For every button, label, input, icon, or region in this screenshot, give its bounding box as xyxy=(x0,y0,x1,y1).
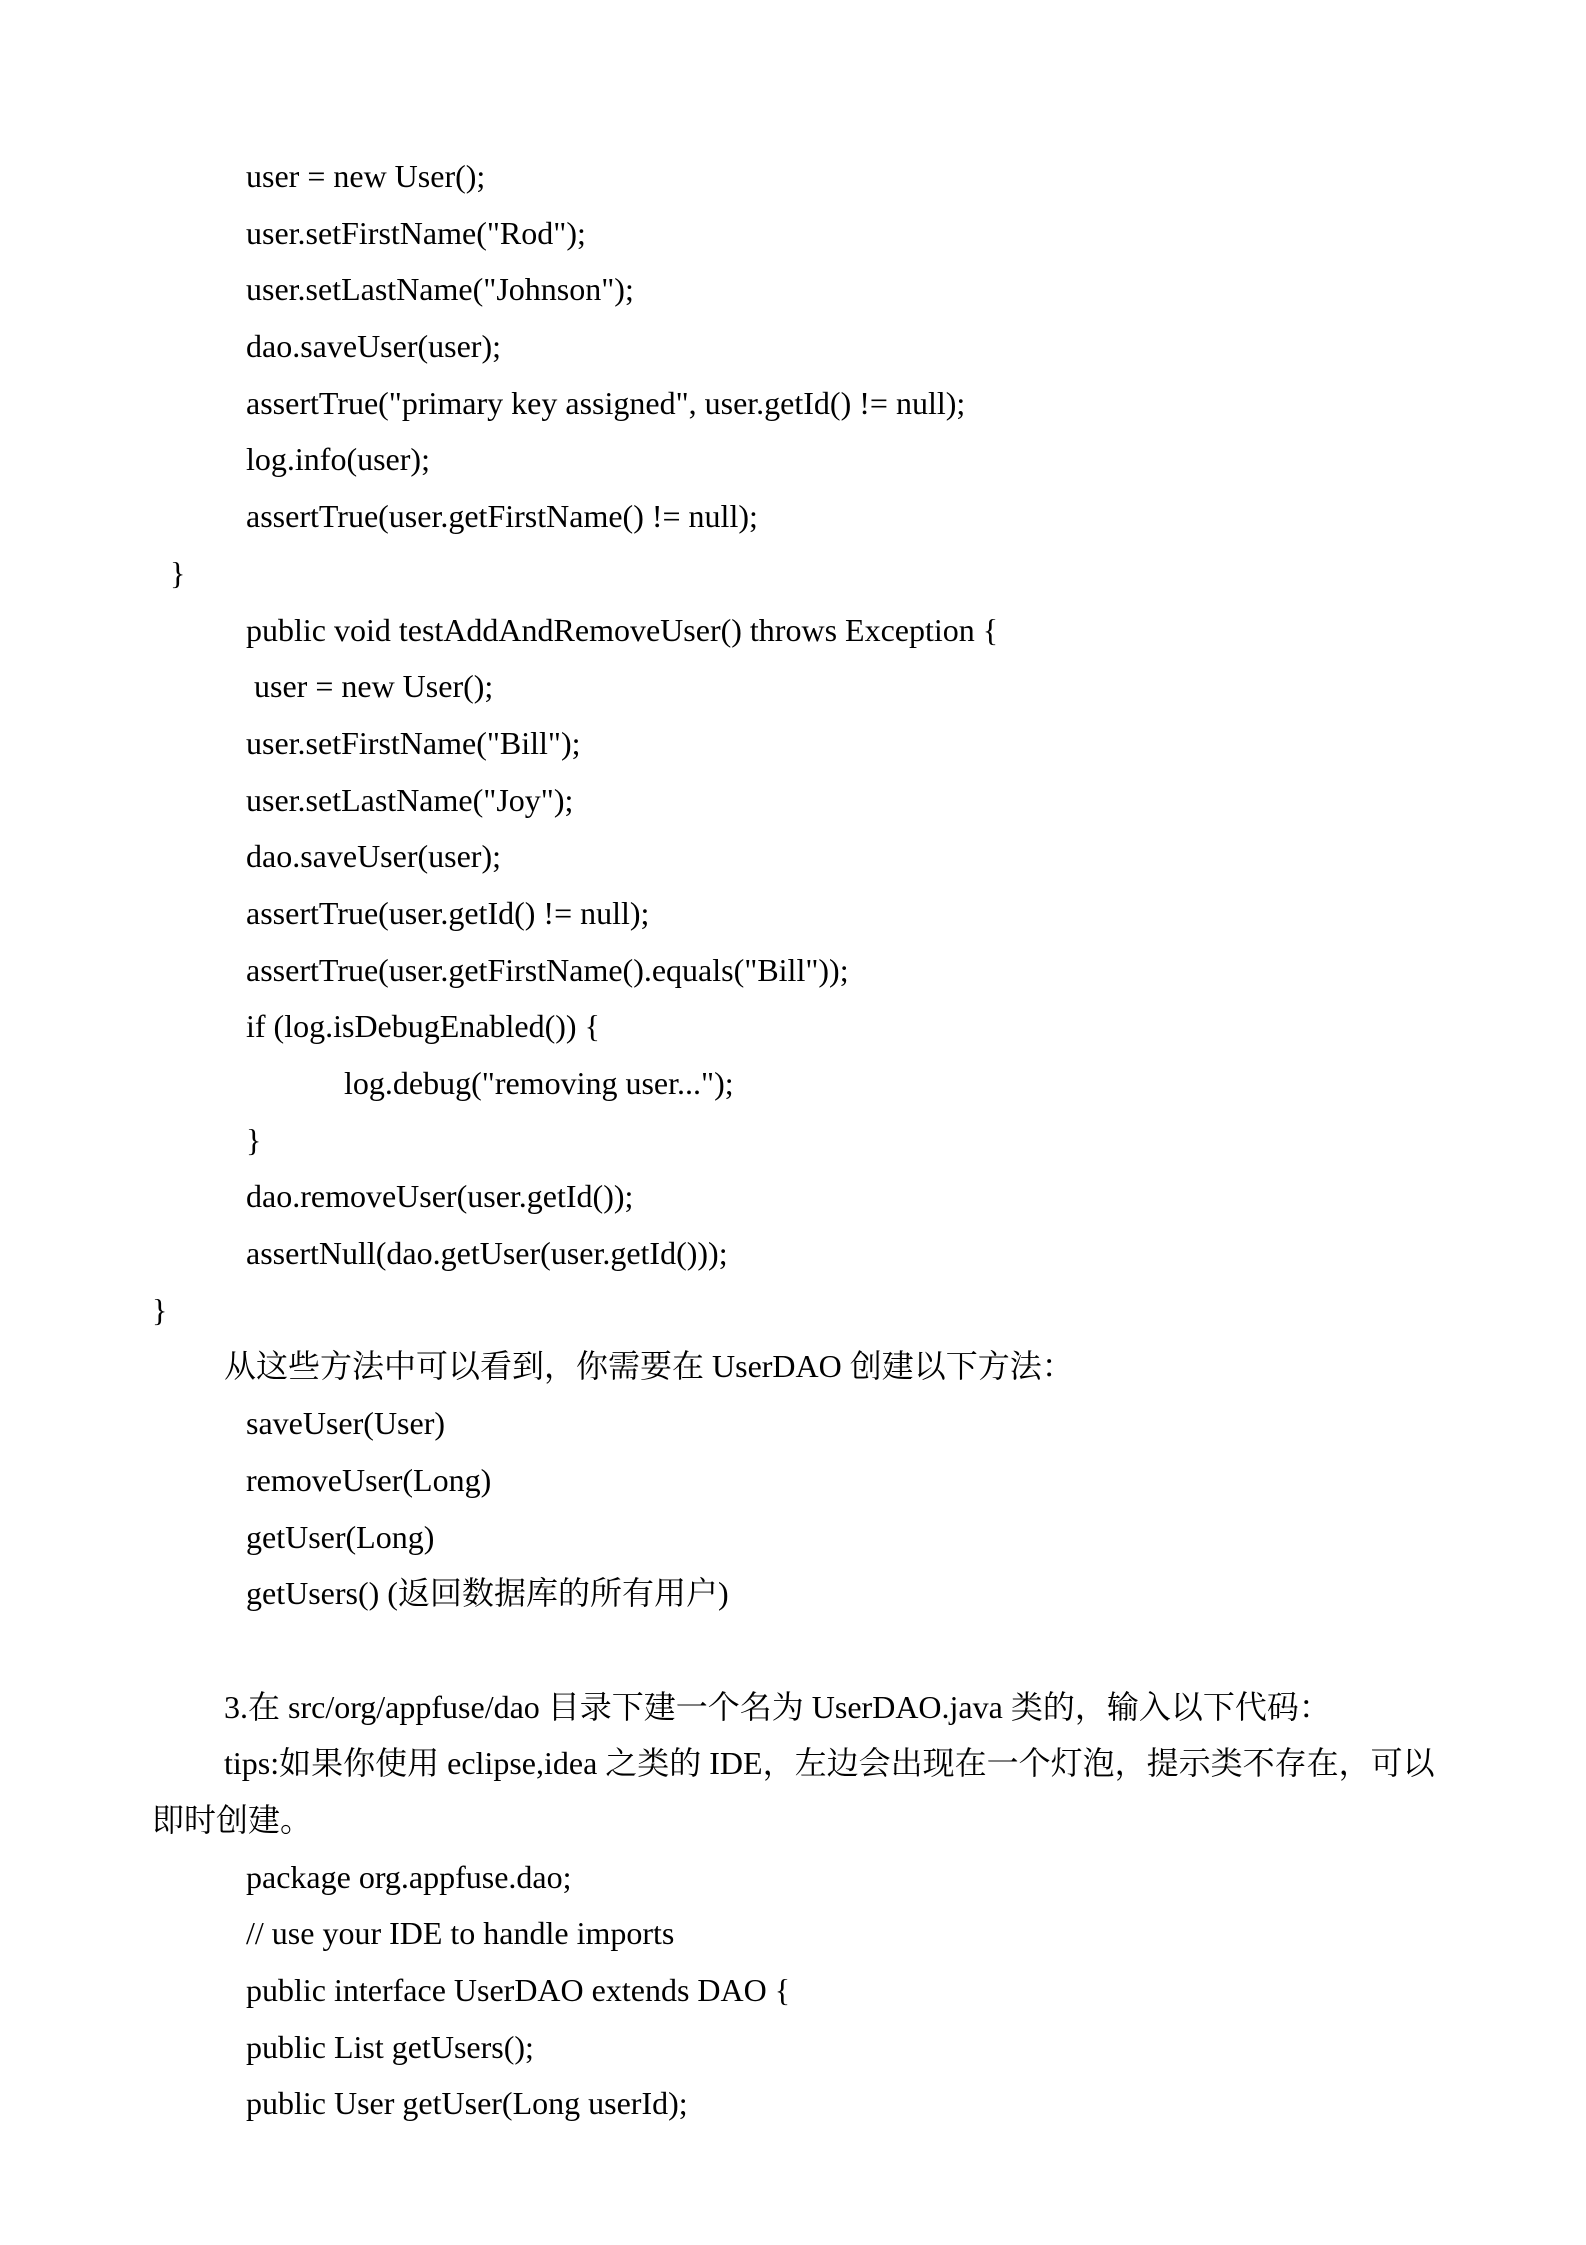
code-line: if (log.isDebugEnabled()) { xyxy=(246,1008,600,1045)
code-line: user = new User(); xyxy=(254,668,494,705)
code-line: user = new User(); xyxy=(246,158,486,194)
closing-brace-line: } xyxy=(170,554,186,591)
code-line: assertTrue(user.getId() != null); xyxy=(246,894,650,931)
code-line: user.setFirstName("Bill"); xyxy=(246,724,581,761)
paragraph-line: 3.在 src/org/appfuse/dao 目录下建一个名为 UserDAO.java 类的，输入以下代码： xyxy=(224,1688,1331,1725)
code-line: user.setFirstName("Rod"); xyxy=(246,214,586,251)
code-line: dao.saveUser(user); xyxy=(246,328,501,365)
code-line: assertTrue("primary key assigned", user.getId() != null); xyxy=(246,384,966,421)
code-line: dao.saveUser(user); xyxy=(246,838,501,875)
code-line: saveUser(User) xyxy=(246,1405,446,1442)
code-line: assertTrue(user.getFirstName() != null); xyxy=(246,498,758,535)
code-line: public List getUsers(); xyxy=(246,2028,534,2065)
code-line: assertNull(dao.getUser(user.getId())); xyxy=(246,1235,728,1272)
paragraph-line: 从这些方法中可以看到，你需要在 UserDAO 创建以下方法： xyxy=(224,1348,1074,1385)
code-line: assertTrue(user.getFirstName().equals("Bill")); xyxy=(246,951,849,988)
code-line: package org.appfuse.dao; xyxy=(246,1858,572,1895)
code-line: getUsers() (返回数据库的所有用户) xyxy=(246,1575,729,1612)
closing-brace-line: } xyxy=(152,1291,168,1328)
code-line: user.setLastName("Joy"); xyxy=(246,781,574,818)
code-line: dao.removeUser(user.getId()); xyxy=(246,1178,634,1215)
closing-brace-line: } xyxy=(246,1121,262,1158)
code-line: public interface UserDAO extends DAO { xyxy=(246,1972,791,2008)
code-line: log.info(user); xyxy=(246,441,430,478)
code-line: public User getUser(Long userId); xyxy=(246,2085,688,2122)
code-line: log.debug("removing user..."); xyxy=(344,1065,734,1101)
code-line: user.setLastName("Johnson"); xyxy=(246,271,634,308)
paragraph-line: 即时创建。 xyxy=(152,1801,313,1838)
code-line: getUser(Long) xyxy=(246,1518,435,1555)
code-line: removeUser(Long) xyxy=(246,1461,492,1498)
blank-line xyxy=(0,1622,1586,1679)
code-line: public void testAddAndRemoveUser() throws Exception { xyxy=(246,611,999,648)
paragraph-line: tips:如果你使用 eclipse,idea 之类的 IDE，左边会出现在一个灯泡，提示类不存在，可以 xyxy=(224,1745,1435,1782)
code-line: // use your IDE to handle imports xyxy=(246,1915,675,1952)
